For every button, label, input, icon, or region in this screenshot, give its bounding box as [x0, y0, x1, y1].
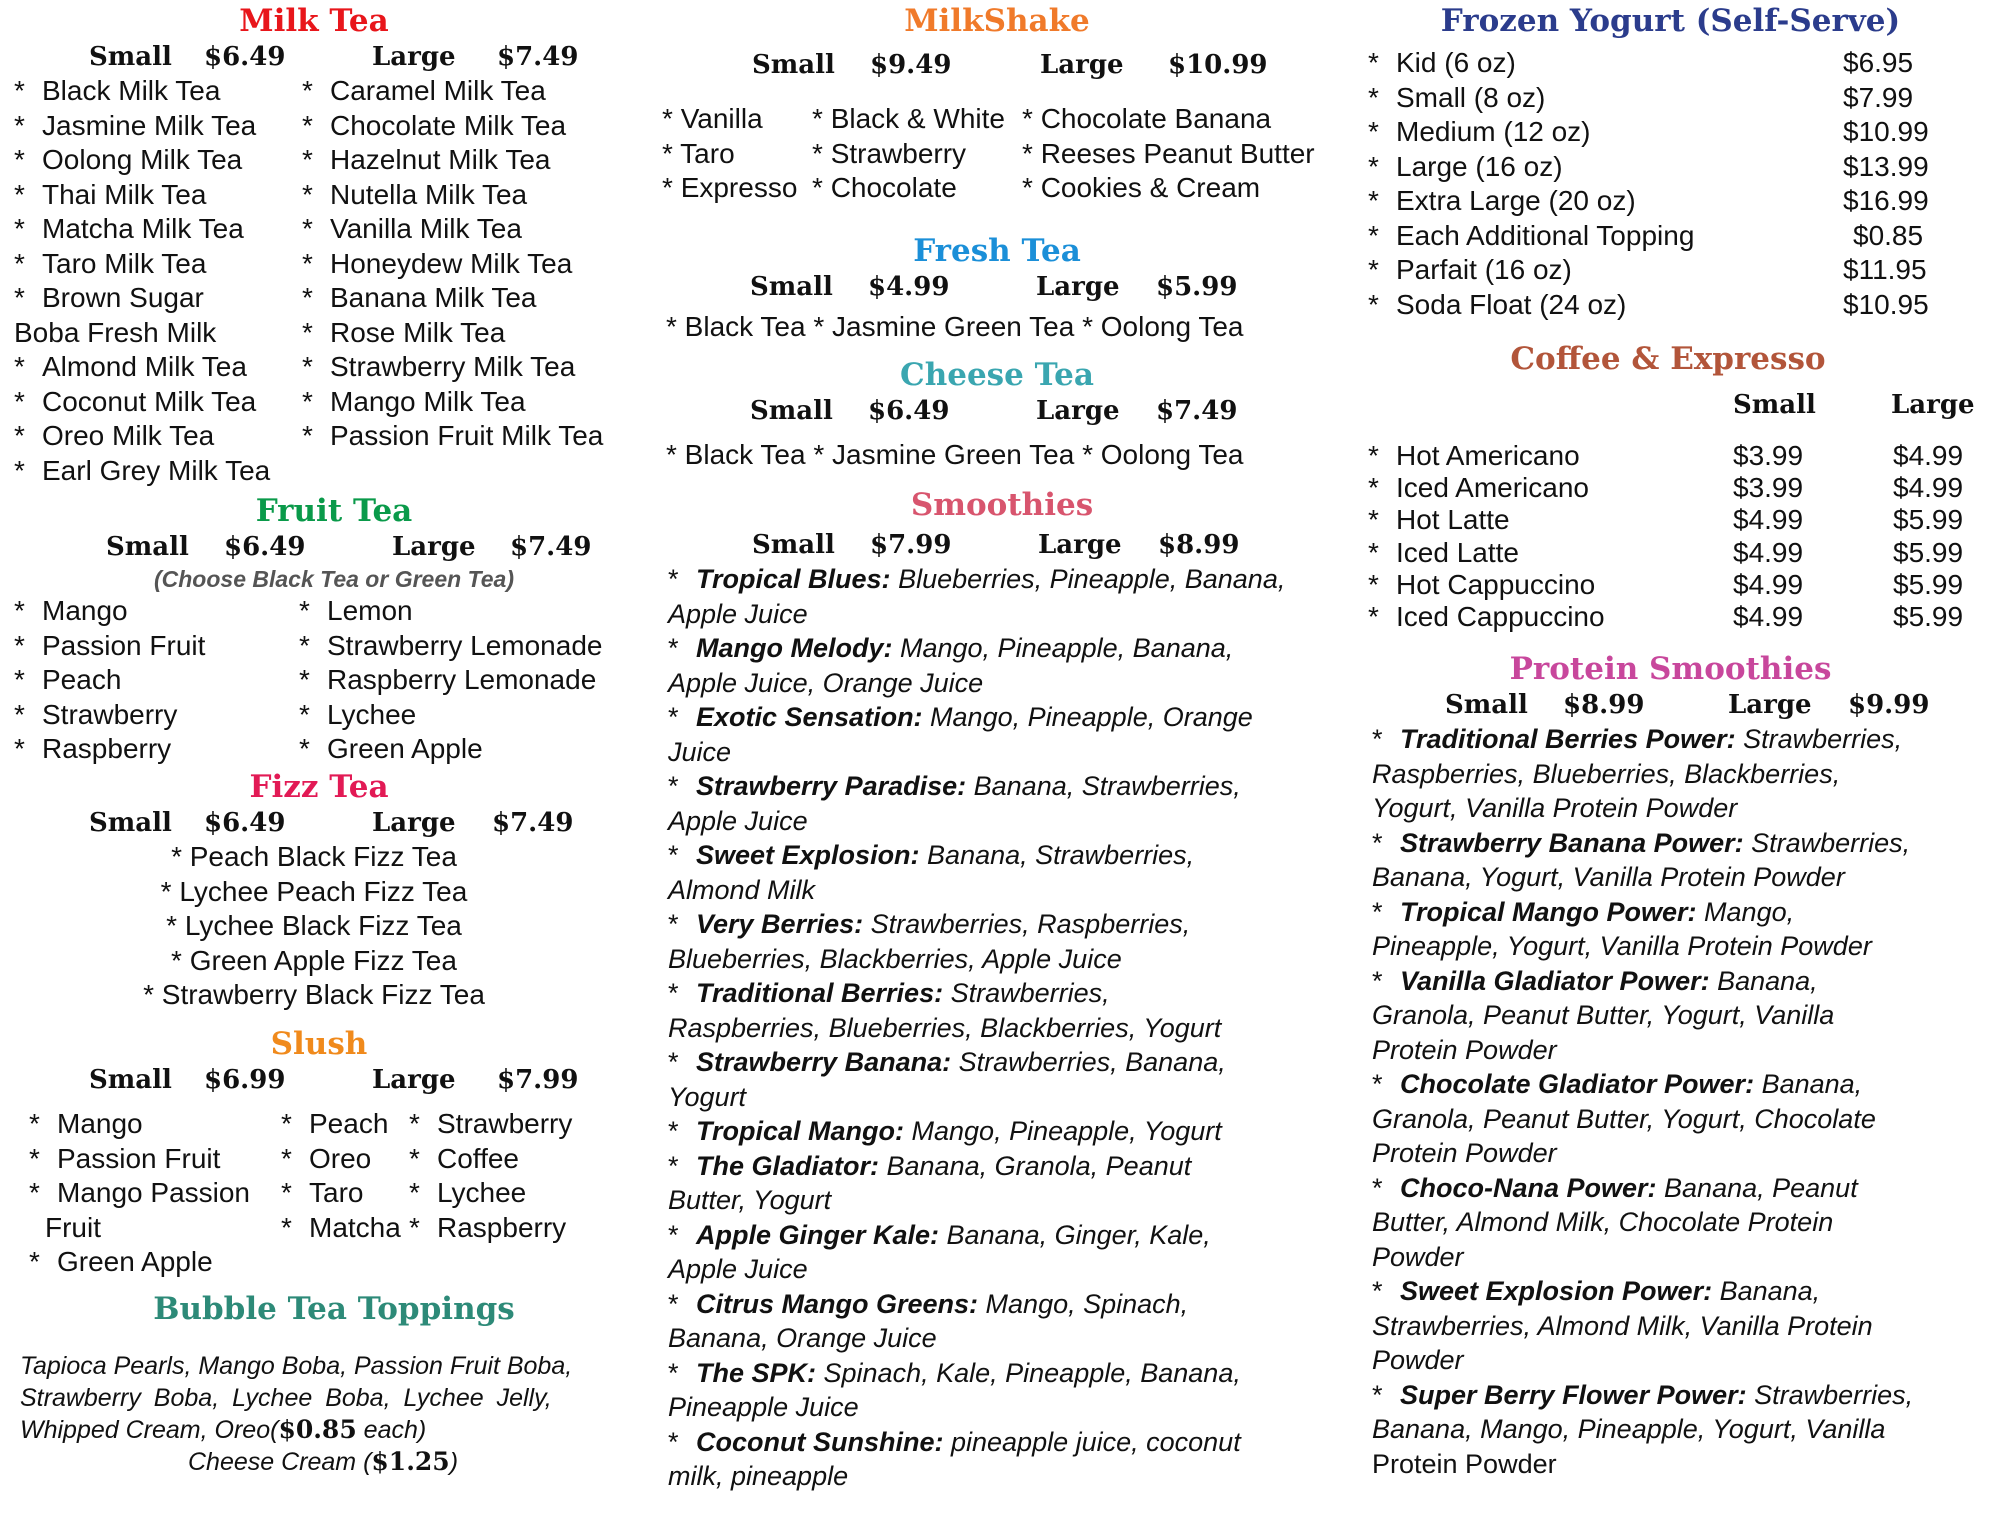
protein-section [1368, 650, 1993, 1481]
toppings-section [14, 1290, 654, 1478]
table-row: * Kid (6 oz) $6.95 [1368, 47, 1914, 78]
slush-prices [89, 1063, 654, 1097]
list-item: * Mango Melody: Mango, Pineapple, Banana, Apple Juice, Orange Juice [668, 633, 1234, 698]
list-item: * Cookies & Cream [1022, 172, 1261, 203]
list-item: * Mango Passion [29, 1177, 251, 1208]
list-item: * The SPK: Spinach, Kale, Pineapple, Banana, Pineapple Juice [668, 1357, 1241, 1422]
cheese-tea-title: Cheese Tea [900, 357, 1094, 393]
list-item: * Green Apple [29, 1246, 213, 1277]
slush-list-2 [281, 1107, 409, 1280]
cheese-tea-prices [750, 394, 1352, 428]
large-price: $7.49 [510, 532, 592, 562]
list-item: * Oreo Milk Tea [14, 420, 215, 451]
large-label: Large [372, 808, 456, 838]
list-item: * Tropical Mango Power: Mango, Pineapple, Yogurt, Vanilla Protein Powder [1372, 896, 1872, 961]
slush-title: Slush [270, 1026, 368, 1062]
small-price: $7.99 [870, 530, 952, 560]
table-row: * Hot Americano $3.99 $4.99 [1368, 440, 1964, 471]
fizz-tea-section [14, 768, 654, 1013]
fruit-tea-section [14, 492, 654, 767]
list-item: * Peach [281, 1108, 389, 1139]
fruit-tea-prices [106, 530, 654, 564]
table-row: * Hot Latte $4.99 $5.99 [1368, 504, 1964, 536]
list-item: * Matcha [281, 1211, 401, 1243]
table-row: * Parfait (16 oz) $11.95 [1368, 254, 1927, 285]
milkshake-title: MilkShake [904, 3, 1090, 39]
list-item: * Lychee Peach Fizz Tea [160, 875, 468, 907]
small-label: Small [89, 1065, 172, 1095]
fizz-tea-title: Fizz Tea [249, 769, 389, 805]
list-item: * Passion Fruit [14, 629, 206, 661]
list-item: * Raspberry [14, 733, 172, 764]
list-item: * Coconut Milk Tea [14, 385, 257, 417]
topping-price: $0.85 [278, 1415, 357, 1444]
large-label: Large [1891, 390, 1975, 420]
large-label: Large [1040, 50, 1124, 80]
list-item: * Choco-Nana Power: Banana, Peanut Butter, Almond Milk, Chocolate Protein Powder [1372, 1172, 1858, 1272]
large-price: $7.49 [1156, 396, 1238, 426]
large-price: $5.99 [1156, 272, 1238, 302]
fresh-tea-section [662, 232, 1352, 345]
table-row: * Extra Large (20 oz) $16.99 [1368, 185, 1929, 216]
small-label: Small [89, 808, 172, 838]
list-item: * Matcha Milk Tea [14, 213, 244, 244]
large-label: Large [1036, 272, 1120, 302]
list-item: * Green Apple [299, 733, 483, 764]
toppings-text [14, 1350, 654, 1478]
cheese-tea-section [662, 356, 1352, 473]
large-label: Large [1036, 396, 1120, 426]
small-label: Small [750, 396, 833, 426]
list-item: * Exotic Sensation: Mango, Pineapple, Orange Juice [668, 702, 1253, 767]
list-item: * Reeses Peanut Butter [1022, 137, 1315, 169]
small-price: $8.99 [1563, 690, 1645, 720]
list-item: * Green Apple Fizz Tea [171, 944, 457, 976]
list-item: * Lychee [409, 1177, 527, 1208]
list-item: * Lemon [299, 595, 413, 626]
list-item: * Strawberry Paradise: Banana, Strawberries, Apple Juice [668, 771, 1241, 836]
list-item: * Lychee [299, 698, 417, 730]
fresh-tea-title: Fresh Tea [913, 233, 1081, 269]
list-item: * Mango [14, 595, 128, 626]
list-item: * Citrus Mango Greens: Mango, Spinach, Banana, Orange Juice [668, 1288, 1189, 1353]
list-item: * Passion Fruit Milk Tea [302, 420, 604, 451]
list-item: * Black Milk Tea [14, 75, 221, 106]
milkshake-section [662, 2, 1352, 206]
small-price: $9.49 [870, 50, 952, 80]
list-item: * Vanilla Milk Tea [302, 213, 522, 244]
table-row: * Iced Cappuccino $4.99 $5.99 [1368, 601, 1964, 633]
list-item: * Thai Milk Tea [14, 178, 207, 210]
list-item: * Brown Sugar [14, 282, 204, 313]
milk-tea-section [14, 2, 654, 488]
list-item: * Tropical Mango: Mango, Pineapple, Yogurt [668, 1116, 1222, 1146]
toppings-line: Tapioca Pearls, Mango Boba, Passion Fruit Boba, [20, 1352, 573, 1380]
list-item: * Hazelnut Milk Tea [302, 144, 551, 175]
list-item: * Strawberry Banana Power: Strawberries, Banana, Yogurt, Vanilla Protein Powder [1372, 827, 1911, 892]
froyo-table [1368, 46, 1993, 322]
protein-title: Protein Smoothies [1509, 651, 1832, 687]
list-item: * Chocolate [812, 172, 957, 203]
list-item: * Banana Milk Tea [302, 282, 537, 313]
smoothies-list [662, 562, 1352, 1494]
slush-list-1 [29, 1107, 281, 1280]
large-price: $9.99 [1848, 690, 1930, 720]
milk-tea-lists [14, 74, 654, 488]
list-item: * The Gladiator: Banana, Granola, Peanut Butter, Yogurt [668, 1150, 1192, 1215]
large-label: Large [1728, 690, 1812, 720]
fruit-tea-list-right [299, 594, 602, 767]
slush-section [14, 1025, 654, 1280]
list-item: * Expresso [662, 172, 798, 203]
list-item: * Raspberry [409, 1211, 567, 1243]
coffee-section [1368, 340, 1993, 633]
list-item: * Mango Milk Tea [302, 385, 526, 417]
list-item: * Strawberry Lemonade [299, 629, 603, 661]
list-item: * Vanilla [662, 103, 763, 134]
large-price: $7.49 [497, 42, 579, 72]
fruit-tea-list-left [14, 594, 299, 767]
list-item: * Strawberry Black Fizz Tea [143, 979, 485, 1010]
large-price: $8.99 [1158, 530, 1240, 560]
smoothies-prices [752, 528, 1352, 562]
list-item: * Coffee [409, 1142, 519, 1174]
list-item: * Earl Grey Milk Tea [14, 454, 271, 486]
slush-lists [14, 1107, 654, 1280]
milkshake-list-2 [812, 102, 1022, 206]
list-item-continuation: Fruit [45, 1211, 101, 1243]
milkshake-lists [662, 102, 1352, 206]
fresh-tea-prices [750, 270, 1352, 304]
milkshake-list-3 [1022, 102, 1315, 206]
large-label: Large [392, 532, 476, 562]
list-item: * Tropical Blues: Blueberries, Pineapple, Banana, Apple Juice [668, 564, 1286, 629]
list-item: * Rose Milk Tea [302, 316, 506, 348]
list-item: * Sweet Explosion Power: Banana, Strawberries, Almond Milk, Vanilla Protein Powder [1372, 1276, 1873, 1375]
table-row: * Hot Cappuccino $4.99 $5.99 [1368, 568, 1964, 600]
smoothies-section [662, 486, 1352, 1494]
list-item: * Oreo [281, 1142, 372, 1174]
list-item: * Strawberry [409, 1108, 573, 1139]
large-label: Large [372, 42, 456, 72]
fruit-tea-title: Fruit Tea [255, 493, 413, 529]
list-item: * Traditional Berries: Strawberries, Raspberries, Blueberries, Blackberries, Yogurt [668, 978, 1222, 1043]
list-item: * Sweet Explosion: Banana, Strawberries, Almond Milk [668, 840, 1195, 905]
small-label: Small [752, 530, 835, 560]
milk-tea-title: Milk Tea [239, 3, 389, 39]
list-item: * Taro [281, 1177, 364, 1208]
list-item: * Taro [662, 137, 735, 169]
large-price: $10.99 [1168, 50, 1268, 80]
table-row: * Iced Americano $3.99 $4.99 [1368, 472, 1964, 504]
list-item-continuation: Boba Fresh Milk [14, 316, 217, 348]
small-price: $6.49 [224, 532, 306, 562]
large-label: Large [1038, 530, 1122, 560]
list-item: * Peach Black Fizz Tea [171, 841, 457, 872]
list-item: * Chocolate Gladiator Power: Banana, Granola, Peanut Butter, Yogurt, Chocolate Protein Powder [1372, 1069, 1876, 1168]
list-item: * Strawberry Milk Tea [302, 351, 576, 382]
toppings-line: Whipped Cream, Oreo($0.85 each) [20, 1415, 427, 1444]
small-label: Small [106, 532, 189, 562]
toppings-title: Bubble Tea Toppings [153, 1291, 515, 1327]
coffee-title: Coffee & Expresso [1510, 341, 1826, 377]
small-label: Small [89, 42, 172, 72]
milkshake-prices [752, 48, 1352, 82]
protein-list [1368, 722, 1993, 1481]
list-item: * Very Berries: Strawberries, Raspberries, Blueberries, Blackberries, Apple Juice [668, 909, 1191, 974]
large-label: Large [372, 1065, 456, 1095]
list-item: * Traditional Berries Power: Strawberries, Raspberries, Blueberries, Blackberries, Yogurt, Vanilla Protein Powder [1372, 724, 1903, 823]
small-label: Small [1445, 690, 1528, 720]
table-row: * Soda Float (24 oz) $10.95 [1368, 288, 1929, 320]
froyo-section [1368, 2, 1993, 322]
slush-list-3 [409, 1107, 572, 1280]
list-item: * Almond Milk Tea [14, 351, 247, 382]
list-item: * Jasmine Milk Tea [14, 109, 257, 141]
coffee-table [1368, 440, 1993, 633]
topping-price: $1.25 [371, 1447, 450, 1476]
table-row: * Small (8 oz) $7.99 [1368, 81, 1914, 113]
list-item: * Nutella Milk Tea [302, 178, 528, 210]
froyo-title: Frozen Yogurt (Self-Serve) [1440, 3, 1901, 39]
list-item: * Passion Fruit [29, 1142, 221, 1174]
small-label: Small [1733, 390, 1816, 420]
list-item: * Chocolate Milk Tea [302, 109, 567, 141]
fresh-tea-list: * Black Tea * Jasmine Green Tea * Oolong Tea [666, 311, 1244, 342]
small-price: $6.49 [204, 808, 286, 838]
fizz-tea-prices [89, 806, 654, 840]
small-label: Small [752, 50, 835, 80]
list-item: * Mango [29, 1108, 143, 1139]
list-item: * Coconut Sunshine: pineapple juice, coconut milk, pineapple [668, 1426, 1241, 1491]
list-item: * Chocolate Banana [1022, 103, 1272, 134]
list-item: * Super Berry Flower Power: Strawberries, Banana, Mango, Pineapple, Yogurt, Vanilla Protein Powder [1372, 1379, 1914, 1479]
list-item: * Lychee Black Fizz Tea [166, 910, 462, 941]
toppings-line: Strawberry Boba, Lychee Boba, Lychee Jelly, [20, 1384, 552, 1412]
small-price: $4.99 [868, 272, 950, 302]
coffee-headers [1733, 388, 1993, 422]
milk-tea-prices [89, 40, 654, 74]
list-item: * Black & White [812, 103, 1005, 134]
fruit-tea-lists [14, 594, 654, 767]
table-row: * Medium (12 oz) $10.99 [1368, 116, 1929, 147]
list-item: * Strawberry Banana: Strawberries, Banana, Yogurt [668, 1047, 1226, 1112]
small-price: $6.99 [204, 1065, 286, 1095]
list-item: * Taro Milk Tea [14, 247, 207, 279]
list-item: * Vanilla Gladiator Power: Banana, Granola, Peanut Butter, Yogurt, Vanilla Protein Powder [1372, 965, 1835, 1065]
list-item: * Strawberry [812, 137, 967, 169]
protein-prices [1445, 688, 1993, 722]
cheese-tea-list: * Black Tea * Jasmine Green Tea * Oolong Tea [666, 439, 1244, 470]
table-row: * Large (16 oz) $13.99 [1368, 150, 1929, 182]
small-label: Small [750, 272, 833, 302]
smoothies-title: Smoothies [910, 487, 1094, 523]
table-row: * Iced Latte $4.99 $5.99 [1368, 536, 1964, 568]
small-price: $6.49 [868, 396, 950, 426]
list-item: * Honeydew Milk Tea [302, 247, 573, 279]
list-item: * Oolong Milk Tea [14, 144, 243, 175]
toppings-line: Cheese Cream ($1.25) [188, 1447, 459, 1476]
list-item: * Raspberry Lemonade [299, 664, 597, 695]
list-item: * Apple Ginger Kale: Banana, Ginger, Kale, Apple Juice [668, 1219, 1211, 1284]
milk-tea-list-left [14, 74, 302, 488]
milk-tea-list-right [302, 74, 603, 488]
list-item: * Caramel Milk Tea [302, 75, 546, 106]
table-row: * Each Additional Topping $0.85 [1368, 219, 1924, 251]
list-item: * Peach [14, 664, 122, 695]
milkshake-list-1 [662, 102, 812, 206]
large-price: $7.49 [492, 808, 574, 838]
small-price: $6.49 [204, 42, 286, 72]
large-price: $7.99 [497, 1065, 579, 1095]
list-item: * Strawberry [14, 698, 178, 730]
fizz-tea-list [14, 840, 654, 1013]
fruit-tea-note: (Choose Black Tea or Green Tea) [153, 566, 514, 592]
